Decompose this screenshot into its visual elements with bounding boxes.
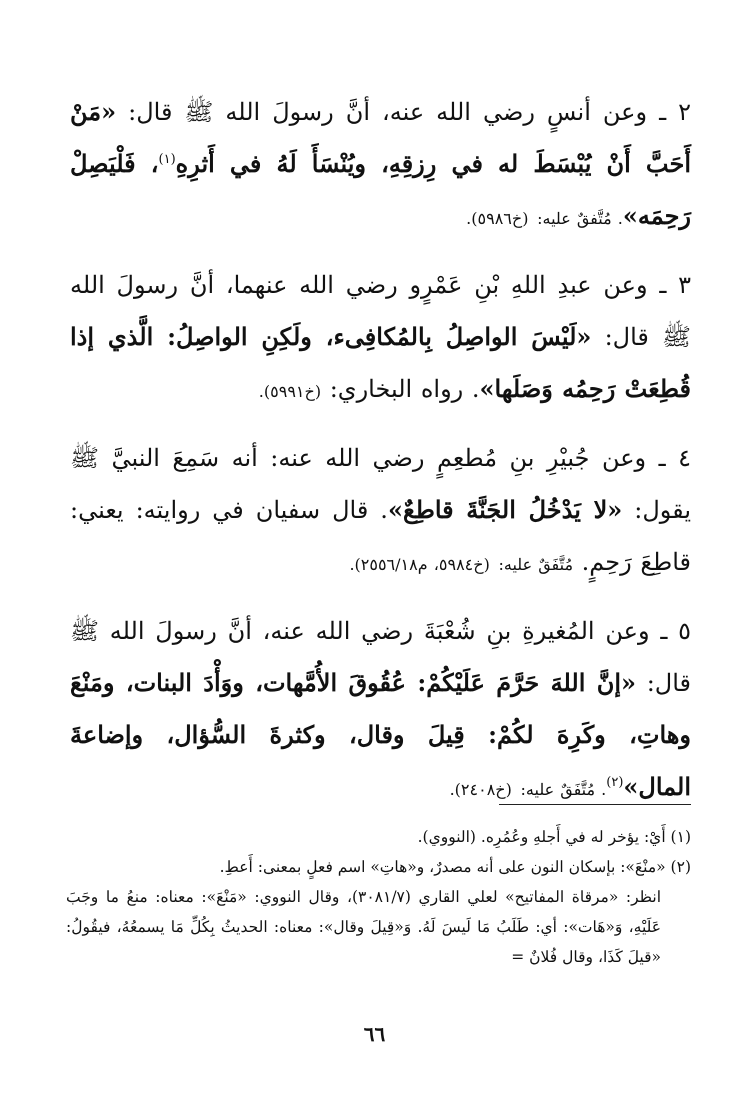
footnote-1: (١) أَيْ: يؤخر له في أَجلهِ وعُمُرِه. (النووي). — [417, 828, 691, 846]
hadith-text: «إنَّ اللهَ حَرَّمَ عَلَيْكُمْ: عُقُوقَ الأُمَّهات، ووَأْدَ البنات، ومَنْعَ وهاتِ، وكَرِهَ لكُمْ: قِيلَ وقال، وكثرةَ السُّؤال، وإضاعةَ المال» — [70, 668, 691, 801]
hadith-paragraph-4 — [70, 432, 691, 591]
hadith-text-end: ، فَلْيَصِلْ رَحِمَه» — [70, 149, 691, 230]
narration-tail: . قال سفيان في روايته: يعني: قاطِعَ رَحِمٍ. — [70, 496, 691, 576]
narration-intro: وعن أنسٍ رضي الله عنه، أنَّ رسولَ الله ﷺ قال: — [128, 98, 648, 126]
narration-intro: وعن المُغيرةِ بنِ شُعْبَةَ رضي الله عنه، أنَّ رسولَ الله ﷺ قال: — [70, 617, 691, 697]
paragraph-number: ٣ ـ — [659, 271, 691, 299]
main-text — [70, 86, 691, 830]
hadith-text: «مَنْ أَحَبَّ أَنْ يُبْسَطَ له في رِزقِهِ، ويُنْسَأَ لَهُ في أَثرِهِ — [70, 97, 692, 178]
page-number: ٦٦ — [363, 1022, 386, 1046]
paragraph-number: ٥ ـ — [660, 617, 691, 645]
footnote-separator — [499, 804, 691, 805]
narration-intro: وعن عبدِ اللهِ بْنِ عَمْرٍو رضي الله عنهما، أنَّ رسولَ الله ﷺ قال: — [70, 271, 691, 351]
hadith-paragraph-2 — [70, 86, 691, 245]
narration-intro: وعن جُبيْرِ بنِ مُطعِمٍ رضي الله عنه: أنه سَمِعَ النبيَّ ﷺ يقول: — [70, 444, 691, 524]
source-ref: (خ٢٤٠٨). — [449, 780, 512, 799]
source-label: مُتَّفَقٌ عليه: — [498, 555, 574, 574]
paragraph-number: ٤ ـ — [658, 444, 691, 472]
hadith-text: «لَيْسَ الواصِلُ بِالمُكافِىء، ولَكِنِ الواصِلُ: الَّذي إذا قُطِعَتْ رَحِمُه وَصَلَها» — [70, 322, 691, 403]
footnote-ref: (٢) — [606, 775, 624, 790]
source-ref: (خ٥٩٨٦). — [466, 209, 529, 228]
footnote-2: (٢) «منْعَ»: بإسكان النون على أنه مصدرٌ، و«هاتِ» اسم فعلٍ بمعنى: أَعطِ. — [219, 858, 691, 876]
footnote-ref: (١) — [158, 152, 176, 167]
hadith-paragraph-5 — [70, 605, 691, 816]
hadith-paragraph-3 — [70, 259, 691, 418]
source-label: . مُتَّفقٌ عليه: — [537, 209, 623, 228]
paragraph-number: ٢ ـ — [659, 98, 691, 126]
source-ref: (خ٥٩٨٤، م٢٥٥٦/١٨). — [349, 555, 490, 574]
source-ref: (خ٥٩٩١). — [258, 382, 322, 401]
footnotes — [66, 822, 691, 972]
source-label: . رواه البخاري: — [329, 375, 480, 403]
footnote-2-continuation: انظر: «مرقاة المفاتيح» لعلي القاري (٣٠٨١/٧)، وقال النووي: «مَنْعَ»: معناه: منعُ ما وجَبَ عَلَيْهِ، وَ«هَات»: أي: طَلَبُ مَا لَيسَ لَهُ. وَ«قِيلَ وقال»: معناه: الحديثُ بِكُلِّ مَا يسمعُهُ، فيقُولُ: «قيلَ كَذَا، وقال فُلانٌ = — [66, 888, 661, 966]
source-label: . مُتَّفَقٌ عليه: — [520, 780, 607, 799]
hadith-text: «لا يَدْخُلُ الجَنَّةَ قاطِعٌ» — [387, 495, 623, 524]
